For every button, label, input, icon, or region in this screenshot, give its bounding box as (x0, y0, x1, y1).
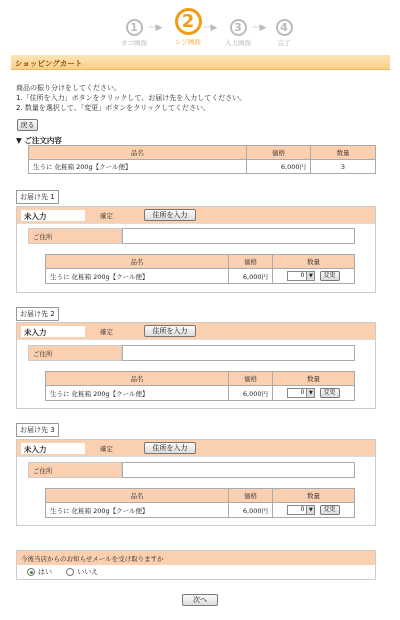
chevron-down-icon: ▼ (306, 272, 314, 280)
item-price: 6,000円 (229, 503, 273, 518)
change-button[interactable]: 変更 (320, 271, 340, 281)
radio-yes-label: はい (38, 568, 52, 576)
table-row (46, 269, 355, 284)
qty-cell (273, 503, 355, 518)
table-header-row (46, 489, 355, 503)
shipment-label: お届け先 1 (16, 190, 59, 204)
step-number: 3 (230, 19, 247, 36)
input-address-button[interactable]: 住所を入力 (144, 442, 196, 454)
qty-cell (273, 386, 355, 401)
item-price: 6,000円 (247, 160, 311, 174)
item-name: 生うに 化粧箱 200g【クール便】 (29, 160, 247, 174)
address-row (28, 345, 355, 361)
address-field[interactable] (122, 345, 355, 361)
order-table (28, 145, 376, 174)
col-name-header: 品名 (46, 372, 229, 386)
col-price-header: 価格 (229, 372, 273, 386)
change-button[interactable]: 変更 (320, 388, 340, 398)
shipment-items-table (45, 254, 355, 284)
quantity-value: 0 (300, 272, 305, 279)
arrow-icon: ····▶ (148, 23, 162, 33)
quantity-select[interactable] (287, 505, 315, 515)
instructions (16, 83, 246, 113)
table-header-row (46, 255, 355, 269)
item-qty: 3 (311, 160, 376, 174)
col-name-header: 品名 (46, 489, 229, 503)
address-row (28, 228, 355, 244)
address-field[interactable] (122, 462, 355, 478)
step-complete (262, 19, 306, 47)
chevron-down-icon: ▼ (306, 506, 314, 514)
newsletter-options (17, 565, 375, 579)
newsletter-question: 今後当店からのお知らせメールを受け取りますか (17, 551, 375, 565)
instruction-line: 2. 数量を選択して、「変更」ボタンをクリックしてください。 (16, 104, 210, 112)
status-badge: 未入力 (21, 326, 85, 337)
status-badge: 未入力 (21, 210, 85, 221)
address-label: ご住所 (28, 345, 122, 361)
quantity-value: 0 (300, 506, 305, 513)
input-address-button[interactable]: 住所を入力 (144, 209, 196, 221)
order-section-title: ▼ ご注文内容 (16, 136, 62, 145)
table-row (46, 503, 355, 518)
col-name-header: 品名 (46, 255, 229, 269)
address-label: ご住所 (28, 462, 122, 478)
arrow-icon: ····▶ (203, 23, 217, 33)
next-button[interactable]: 次へ (182, 594, 218, 606)
chevron-down-icon: ▼ (306, 389, 314, 397)
item-price: 6,000円 (229, 386, 273, 401)
shipment-label: お届け先 3 (16, 423, 59, 437)
item-name: 生うに 化粧箱 200g【クール便】 (46, 503, 229, 518)
shipment-header (17, 207, 375, 224)
instruction-line: 商品の振り分けをしてください。 (16, 84, 121, 92)
item-price: 6,000円 (229, 269, 273, 284)
qty-cell (273, 269, 355, 284)
instruction-line: 1.「住所を入力」ボタンをクリックして、お届け先を入力してください。 (16, 94, 247, 102)
step-label: 完了 (277, 39, 291, 47)
quantity-select[interactable] (287, 388, 315, 398)
radio-yes[interactable] (27, 568, 35, 576)
col-qty-header: 数量 (273, 489, 355, 503)
shipment-items-table (45, 371, 355, 401)
input-address-button[interactable]: 住所を入力 (144, 325, 196, 337)
status-badge: 未入力 (21, 443, 85, 454)
col-price-header: 価格 (229, 489, 273, 503)
change-button[interactable]: 変更 (320, 505, 340, 515)
checkout-steps (0, 0, 400, 50)
step-number: 4 (276, 19, 293, 36)
address-field[interactable] (122, 228, 355, 244)
step-label: カゴ画面 (121, 39, 147, 47)
step-label: 入力画面 (225, 39, 251, 47)
shipment-header (17, 440, 375, 457)
table-row (46, 386, 355, 401)
shipment-label: お届け先 2 (16, 307, 59, 321)
radio-no[interactable] (66, 568, 74, 576)
table-header-row (46, 372, 355, 386)
quantity-value: 0 (300, 389, 305, 396)
item-name: 生うに 化粧箱 200g【クール便】 (46, 386, 229, 401)
newsletter-box (16, 550, 376, 580)
col-qty-header: 数量 (273, 372, 355, 386)
col-price-header: 価格 (247, 146, 311, 160)
item-name: 生うに 化粧箱 200g【クール便】 (46, 269, 229, 284)
done-text: 確定 (100, 328, 113, 336)
quantity-select[interactable] (287, 271, 315, 281)
step-label: レジ画面 (175, 38, 201, 46)
page-title: ショッピングカート (11, 55, 390, 70)
col-qty-header: 数量 (311, 146, 376, 160)
step-number: 2 (175, 8, 202, 35)
step-number: 1 (126, 19, 143, 36)
done-text: 確定 (100, 212, 113, 220)
back-button[interactable]: 戻る (17, 119, 38, 131)
table-row (29, 160, 376, 174)
col-qty-header: 数量 (273, 255, 355, 269)
done-text: 確定 (100, 445, 113, 453)
shipment-items-table (45, 488, 355, 518)
table-header-row (29, 146, 376, 160)
radio-no-label: いいえ (77, 568, 99, 576)
address-label: ご住所 (28, 228, 122, 244)
address-row (28, 462, 355, 478)
shipment-header (17, 323, 375, 340)
col-name-header: 品名 (29, 146, 247, 160)
arrow-icon: ····▶ (252, 23, 266, 33)
col-price-header: 価格 (229, 255, 273, 269)
